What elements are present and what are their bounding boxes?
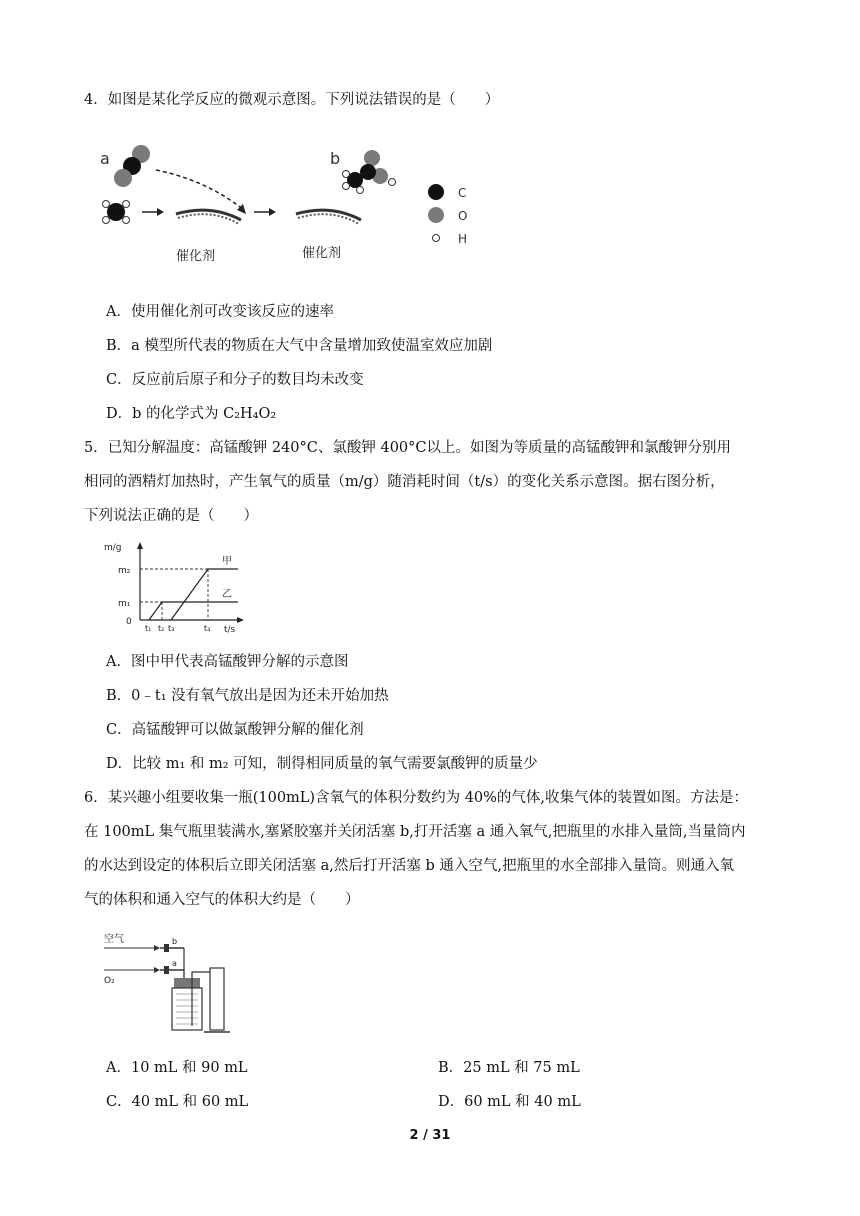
q5-stem-line-2: 相同的酒精灯加热时，产生氧气的质量（m/g）随消耗时间（t/s）的变化关系示意图。据右图分析， (84, 474, 725, 490)
q4-legend-o: O (458, 209, 468, 223)
q4-reaction-figure (96, 140, 486, 270)
origin-label: 0 (126, 617, 132, 627)
x-tick-t4: t₄ (204, 624, 211, 633)
q5-option-d: D．比较 m₁ 和 m₂ 可知，制得相同质量的氧气需要氯酸钾的质量少 (106, 756, 538, 772)
y-axis-label: m/g (104, 543, 122, 553)
q4-label-b: b (330, 149, 341, 168)
q6-stem-line-4: 气的体积和通入空气的体积大约是（ ） (84, 892, 360, 908)
valve-a-label: a (172, 959, 177, 968)
valve-b-label: b (172, 937, 178, 946)
q4-catalyst-1: 催化剂 (176, 249, 216, 264)
q5-chart (100, 536, 250, 636)
series-yi-label: 乙 (222, 589, 232, 600)
q5-stem-line-3: 下列说法正确的是（ ） (84, 508, 258, 524)
page-number: 2 / 31 (409, 1128, 451, 1143)
q6-option-d: D．60 mL 和 40 mL (438, 1094, 581, 1110)
q6-apparatus-figure (100, 928, 250, 1038)
q6-option-c: C．40 mL 和 60 mL (106, 1094, 249, 1110)
q6-stem-line-2: 在 100mL 集气瓶里装满水,塞紧胶塞并关闭活塞 b,打开活塞 a 通入氧气,把瓶里的水排入量筒,当量筒内 (84, 824, 746, 840)
q4-option-d: D．b 的化学式为 C₂H₄O₂ (106, 406, 277, 422)
q6-stem-line-3: 的水达到设定的体积后立即关闭活塞 a,然后打开活塞 b 通入空气,把瓶里的水全部排入量筒。则通入氧 (84, 858, 734, 874)
q6-stem-line-1: 6．某兴趣小组要收集一瓶(100mL)含氧气的体积分数约为 40%的气体,收集气体的装置如图。方法是： (84, 790, 749, 806)
x-tick-t2: t₂ (158, 624, 165, 633)
q4-option-a: A．使用催化剂可改变该反应的速率 (106, 304, 334, 320)
q5-option-a: A．图中甲代表高锰酸钾分解的示意图 (106, 654, 349, 670)
x-axis-label: t/s (224, 625, 236, 635)
q4-option-c: C．反应前后原子和分子的数目均未改变 (106, 372, 364, 388)
series-jia-label: 甲 (222, 556, 232, 567)
q4-legend-c: C (458, 186, 467, 200)
q4-catalyst-2: 催化剂 (302, 246, 342, 261)
q5-option-b: B．0﹣t₁ 没有氧气放出是因为还未开始加热 (106, 688, 389, 704)
q6-option-b: B．25 mL 和 75 mL (438, 1060, 580, 1076)
q5-option-c: C．高锰酸钾可以做氯酸钾分解的催化剂 (106, 722, 364, 738)
y-tick-m1: m₁ (118, 599, 131, 609)
measuring-cylinder (210, 968, 224, 1030)
o2-label: O₂ (104, 976, 115, 986)
q4-legend-h: H (458, 232, 468, 246)
x-tick-t3: t₃ (168, 624, 175, 633)
y-tick-m2: m₂ (118, 566, 131, 576)
q4-stem: 4．如图是某化学反应的微观示意图。下列说法错误的是（ ） (84, 92, 500, 108)
q5-stem-line-1: 5．已知分解温度：高锰酸钾 240°C、氯酸钾 400°C以上。如图为等质量的高锰酸钾和氯酸钾分别用 (84, 440, 731, 456)
q4-option-b: B．a 模型所代表的物质在大气中含量增加致使温室效应加剧 (106, 338, 493, 354)
air-label: 空气 (104, 934, 124, 945)
q6-option-a: A．10 mL 和 90 mL (106, 1060, 248, 1076)
x-tick-t1: t₁ (145, 624, 152, 633)
q4-label-a: a (100, 149, 110, 168)
